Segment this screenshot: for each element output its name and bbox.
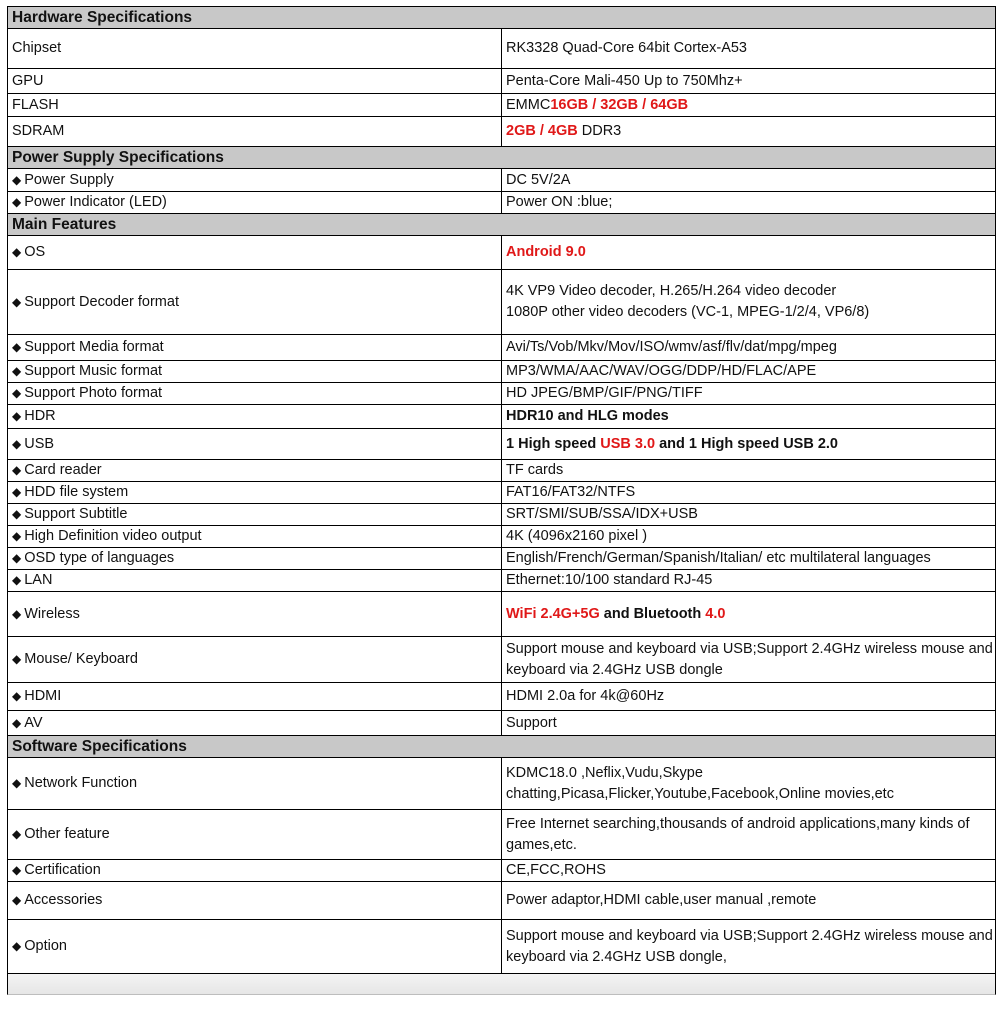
spec-row-gpu <box>8 69 996 94</box>
spec-label <box>8 192 502 214</box>
value-highlight: Android 9.0 <box>506 244 586 260</box>
spec-row-music <box>8 361 996 383</box>
bullet-icon: ◆ <box>12 689 22 703</box>
spec-label <box>8 810 502 860</box>
section-title: Main Features <box>8 214 996 236</box>
spec-value: HDR10 and HLG modes <box>502 405 996 429</box>
label-text: HDR <box>24 408 56 424</box>
spec-value <box>502 117 996 147</box>
spec-table <box>7 6 996 974</box>
spec-value <box>502 94 996 117</box>
spec-label <box>8 335 502 361</box>
spec-label <box>8 361 502 383</box>
spec-value: Free Internet searching,thousands of android applications,many kinds of games,etc. <box>502 810 996 860</box>
value-highlight: 4.0 <box>705 605 726 622</box>
spec-row-card-reader <box>8 460 996 482</box>
value-line: 1080P other video decoders (VC-1, MPEG-1/2/4, VP6/8) <box>506 304 870 320</box>
bullet-icon: ◆ <box>12 939 22 953</box>
spec-label <box>8 236 502 270</box>
spec-value <box>502 270 996 335</box>
spec-value: Power ON :blue; <box>502 192 996 214</box>
bullet-icon: ◆ <box>12 893 22 907</box>
bullet-icon: ◆ <box>12 409 22 423</box>
label-text: OSD type of languages <box>24 550 175 566</box>
bullet-icon: ◆ <box>12 863 22 877</box>
section-title: Power Supply Specifications <box>8 147 996 169</box>
spec-row-power-indicator <box>8 192 996 214</box>
spec-value: Ethernet:10/100 standard RJ-45 <box>502 570 996 592</box>
label-text: Support Music format <box>24 363 163 379</box>
bullet-icon: ◆ <box>12 573 22 587</box>
spec-value: SRT/SMI/SUB/SSA/IDX+USB <box>502 504 996 526</box>
spec-value: MP3/WMA/AAC/WAV/OGG/DDP/HD/FLAC/APE <box>502 361 996 383</box>
spec-row-option <box>8 920 996 974</box>
spec-label <box>8 429 502 460</box>
spec-row-network <box>8 758 996 810</box>
section-header-software <box>8 736 996 758</box>
spec-row-usb <box>8 429 996 460</box>
spec-value: FAT16/FAT32/NTFS <box>502 482 996 504</box>
spec-row-mouse-keyboard <box>8 637 996 683</box>
spec-row-lan <box>8 570 996 592</box>
bullet-icon: ◆ <box>12 507 22 521</box>
bullet-icon: ◆ <box>12 463 22 477</box>
section-title: Software Specifications <box>8 736 996 758</box>
label-text: Support Photo format <box>24 385 163 401</box>
spec-value: Penta-Core Mali-450 Up to 750Mhz+ <box>502 69 996 94</box>
spec-value: HD JPEG/BMP/GIF/PNG/TIFF <box>502 383 996 405</box>
label-text: Mouse/ Keyboard <box>24 651 138 667</box>
spec-row-hdr <box>8 405 996 429</box>
spec-value <box>502 592 996 637</box>
label-text: AV <box>24 714 43 731</box>
spec-label <box>8 548 502 570</box>
bullet-icon: ◆ <box>12 386 22 400</box>
spec-row-media <box>8 335 996 361</box>
value-highlight: WiFi 2.4G+5G <box>506 605 600 622</box>
spec-label <box>8 460 502 482</box>
section-header-hardware <box>8 7 996 29</box>
spec-label: GPU <box>8 69 502 94</box>
spec-value <box>502 236 996 270</box>
spec-row-certification <box>8 860 996 882</box>
label-text: USB <box>24 435 55 452</box>
spec-label <box>8 758 502 810</box>
spec-label <box>8 504 502 526</box>
sheet-bottom-edge <box>7 974 996 995</box>
spec-row-hd-output <box>8 526 996 548</box>
spec-value: 4K (4096x2160 pixel ) <box>502 526 996 548</box>
bullet-icon: ◆ <box>12 606 22 621</box>
bullet-icon: ◆ <box>12 827 22 841</box>
value-highlight: 2GB / 4GB <box>506 123 578 139</box>
label-text: Option <box>24 938 67 954</box>
value-highlight: USB 3.0 <box>600 435 656 452</box>
spec-row-accessories <box>8 882 996 920</box>
section-title: Hardware Specifications <box>8 7 996 29</box>
label-text: HDMI <box>24 688 62 704</box>
spec-label: Chipset <box>8 29 502 69</box>
label-text: Card reader <box>24 462 102 478</box>
spec-label <box>8 169 502 192</box>
bullet-icon: ◆ <box>12 485 22 499</box>
label-text: Power Supply <box>24 171 114 188</box>
spec-row-other-feature <box>8 810 996 860</box>
bullet-icon: ◆ <box>12 245 22 259</box>
spec-value: HDMI 2.0a for 4k@60Hz <box>502 683 996 711</box>
label-text: Certification <box>24 862 101 878</box>
spec-label <box>8 570 502 592</box>
spec-sheet <box>7 6 996 995</box>
label-text: Support Decoder format <box>24 293 179 310</box>
spec-value: CE,FCC,ROHS <box>502 860 996 882</box>
value-line: 4K VP9 Video decoder, H.265/H.264 video decoder <box>506 283 837 299</box>
spec-value: Support <box>502 711 996 736</box>
spec-label <box>8 882 502 920</box>
label-text: Wireless <box>24 605 80 622</box>
spec-row-hdd <box>8 482 996 504</box>
label-text: Power Indicator (LED) <box>24 194 167 210</box>
value-text: DDR3 <box>577 123 622 139</box>
label-text: Network Function <box>24 775 138 791</box>
spec-value: RK3328 Quad-Core 64bit Cortex-A53 <box>502 29 996 69</box>
spec-value: Avi/Ts/Vob/Mkv/Mov/ISO/wmv/asf/flv/dat/mpg/mpeg <box>502 335 996 361</box>
bullet-icon: ◆ <box>12 340 22 354</box>
section-header-main <box>8 214 996 236</box>
spec-row-chipset <box>8 29 996 69</box>
value-text: 1 High speed <box>506 435 601 452</box>
spec-label <box>8 711 502 736</box>
label-text: HDD file system <box>24 484 129 500</box>
spec-label <box>8 526 502 548</box>
label-text: High Definition video output <box>24 528 202 544</box>
bullet-icon: ◆ <box>12 172 22 187</box>
spec-value: DC 5V/2A <box>502 169 996 192</box>
spec-row-osd <box>8 548 996 570</box>
spec-row-flash <box>8 94 996 117</box>
label-text: Support Subtitle <box>24 506 128 522</box>
spec-label <box>8 920 502 974</box>
spec-label <box>8 592 502 637</box>
spec-row-sdram <box>8 117 996 147</box>
spec-row-power-supply <box>8 169 996 192</box>
spec-row-photo <box>8 383 996 405</box>
value-highlight: 16GB / 32GB / 64GB <box>550 96 689 113</box>
spec-label <box>8 383 502 405</box>
bullet-icon: ◆ <box>12 195 22 209</box>
spec-label <box>8 860 502 882</box>
spec-row-os <box>8 236 996 270</box>
spec-label <box>8 482 502 504</box>
label-text: LAN <box>24 572 53 588</box>
spec-label <box>8 270 502 335</box>
bullet-icon: ◆ <box>12 436 22 451</box>
spec-label: SDRAM <box>8 117 502 147</box>
value-text: EMMC <box>506 96 551 113</box>
label-text: OS <box>24 244 46 260</box>
bullet-icon: ◆ <box>12 551 22 565</box>
bullet-icon: ◆ <box>12 652 22 666</box>
spec-row-hdmi <box>8 683 996 711</box>
value-text: and Bluetooth <box>599 605 706 622</box>
spec-label <box>8 637 502 683</box>
spec-value: TF cards <box>502 460 996 482</box>
label-text: Accessories <box>24 892 103 908</box>
spec-label <box>8 405 502 429</box>
spec-row-av <box>8 711 996 736</box>
spec-row-wireless <box>8 592 996 637</box>
spec-row-decoder <box>8 270 996 335</box>
bullet-icon: ◆ <box>12 776 22 790</box>
spec-label <box>8 683 502 711</box>
spec-value <box>502 429 996 460</box>
bullet-icon: ◆ <box>12 529 22 543</box>
bullet-icon: ◆ <box>12 364 22 378</box>
label-text: Support Media format <box>24 339 164 355</box>
value-text: and 1 High speed USB 2.0 <box>655 435 839 452</box>
spec-value: KDMC18.0 ,Neflix,Vudu,Skype chatting,Picasa,Flicker,Youtube,Facebook,Online movies,etc <box>502 758 996 810</box>
bullet-icon: ◆ <box>12 715 22 730</box>
spec-value: Support mouse and keyboard via USB;Support 2.4GHz wireless mouse and keyboard via 2.4GHz USB dongle, <box>502 920 996 974</box>
bullet-icon: ◆ <box>12 294 22 309</box>
label-text: Other feature <box>24 826 110 842</box>
section-header-power <box>8 147 996 169</box>
spec-value: Support mouse and keyboard via USB;Support 2.4GHz wireless mouse and keyboard via 2.4GHz USB dongle <box>502 637 996 683</box>
spec-label: FLASH <box>8 94 502 117</box>
spec-value: English/French/German/Spanish/Italian/ etc multilateral languages <box>502 548 996 570</box>
spec-row-subtitle <box>8 504 996 526</box>
spec-value: Power adaptor,HDMI cable,user manual ,remote <box>502 882 996 920</box>
